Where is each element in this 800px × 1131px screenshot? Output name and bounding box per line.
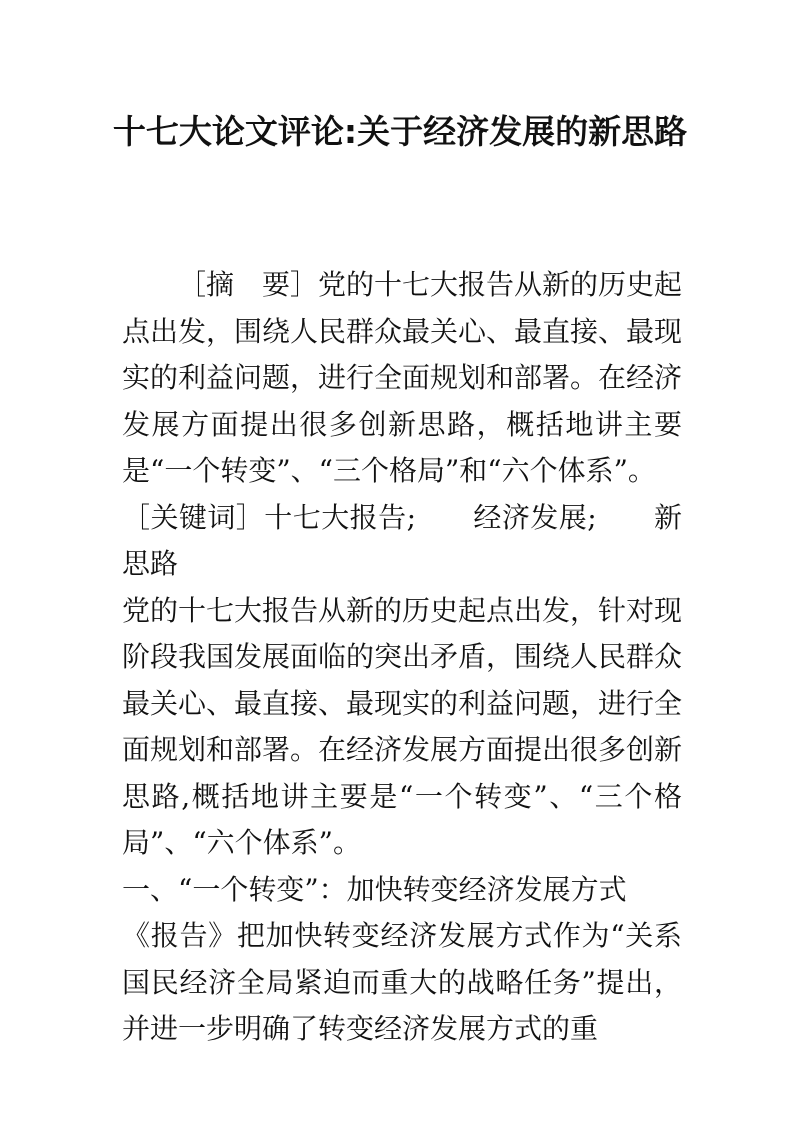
document-title: 十七大论文评论:关于经济发展的新思路 [112,112,688,151]
keywords-paragraph: ［关键词］十七大报告; 经济发展; 新思路 [122,500,682,580]
section-heading: 一、“一个转变”：加快转变经济发展方式 [122,872,627,906]
document-body [122,262,682,1053]
body-paragraph: 党的十七大报告从新的历史起点出发，针对现阶段我国发展面临的突出矛盾，围绕人民群众最关心、最直接、最现实的利益问题，进行全面规划和部署。在经济发展方面提出很多创新思路,概括地讲主要是“一个转变”、“三个格局”、“六个体系”。 [122,593,683,859]
abstract-paragraph: ［摘 要］党的十七大报告从新的历史起点出发，围绕人民群众最关心、最直接、最现实的利益问题，进行全面规划和部署。在经济发展方面提出很多创新思路，概括地讲主要是“一个转变”、“三个格局”和“六个体系”。 [122,268,683,487]
body-paragraph: 《报告》把加快转变经济发展方式作为“关系国民经济全局紧迫而重大的战略任务”提出，并进一步明确了转变经济发展方式的重 [122,919,682,1045]
